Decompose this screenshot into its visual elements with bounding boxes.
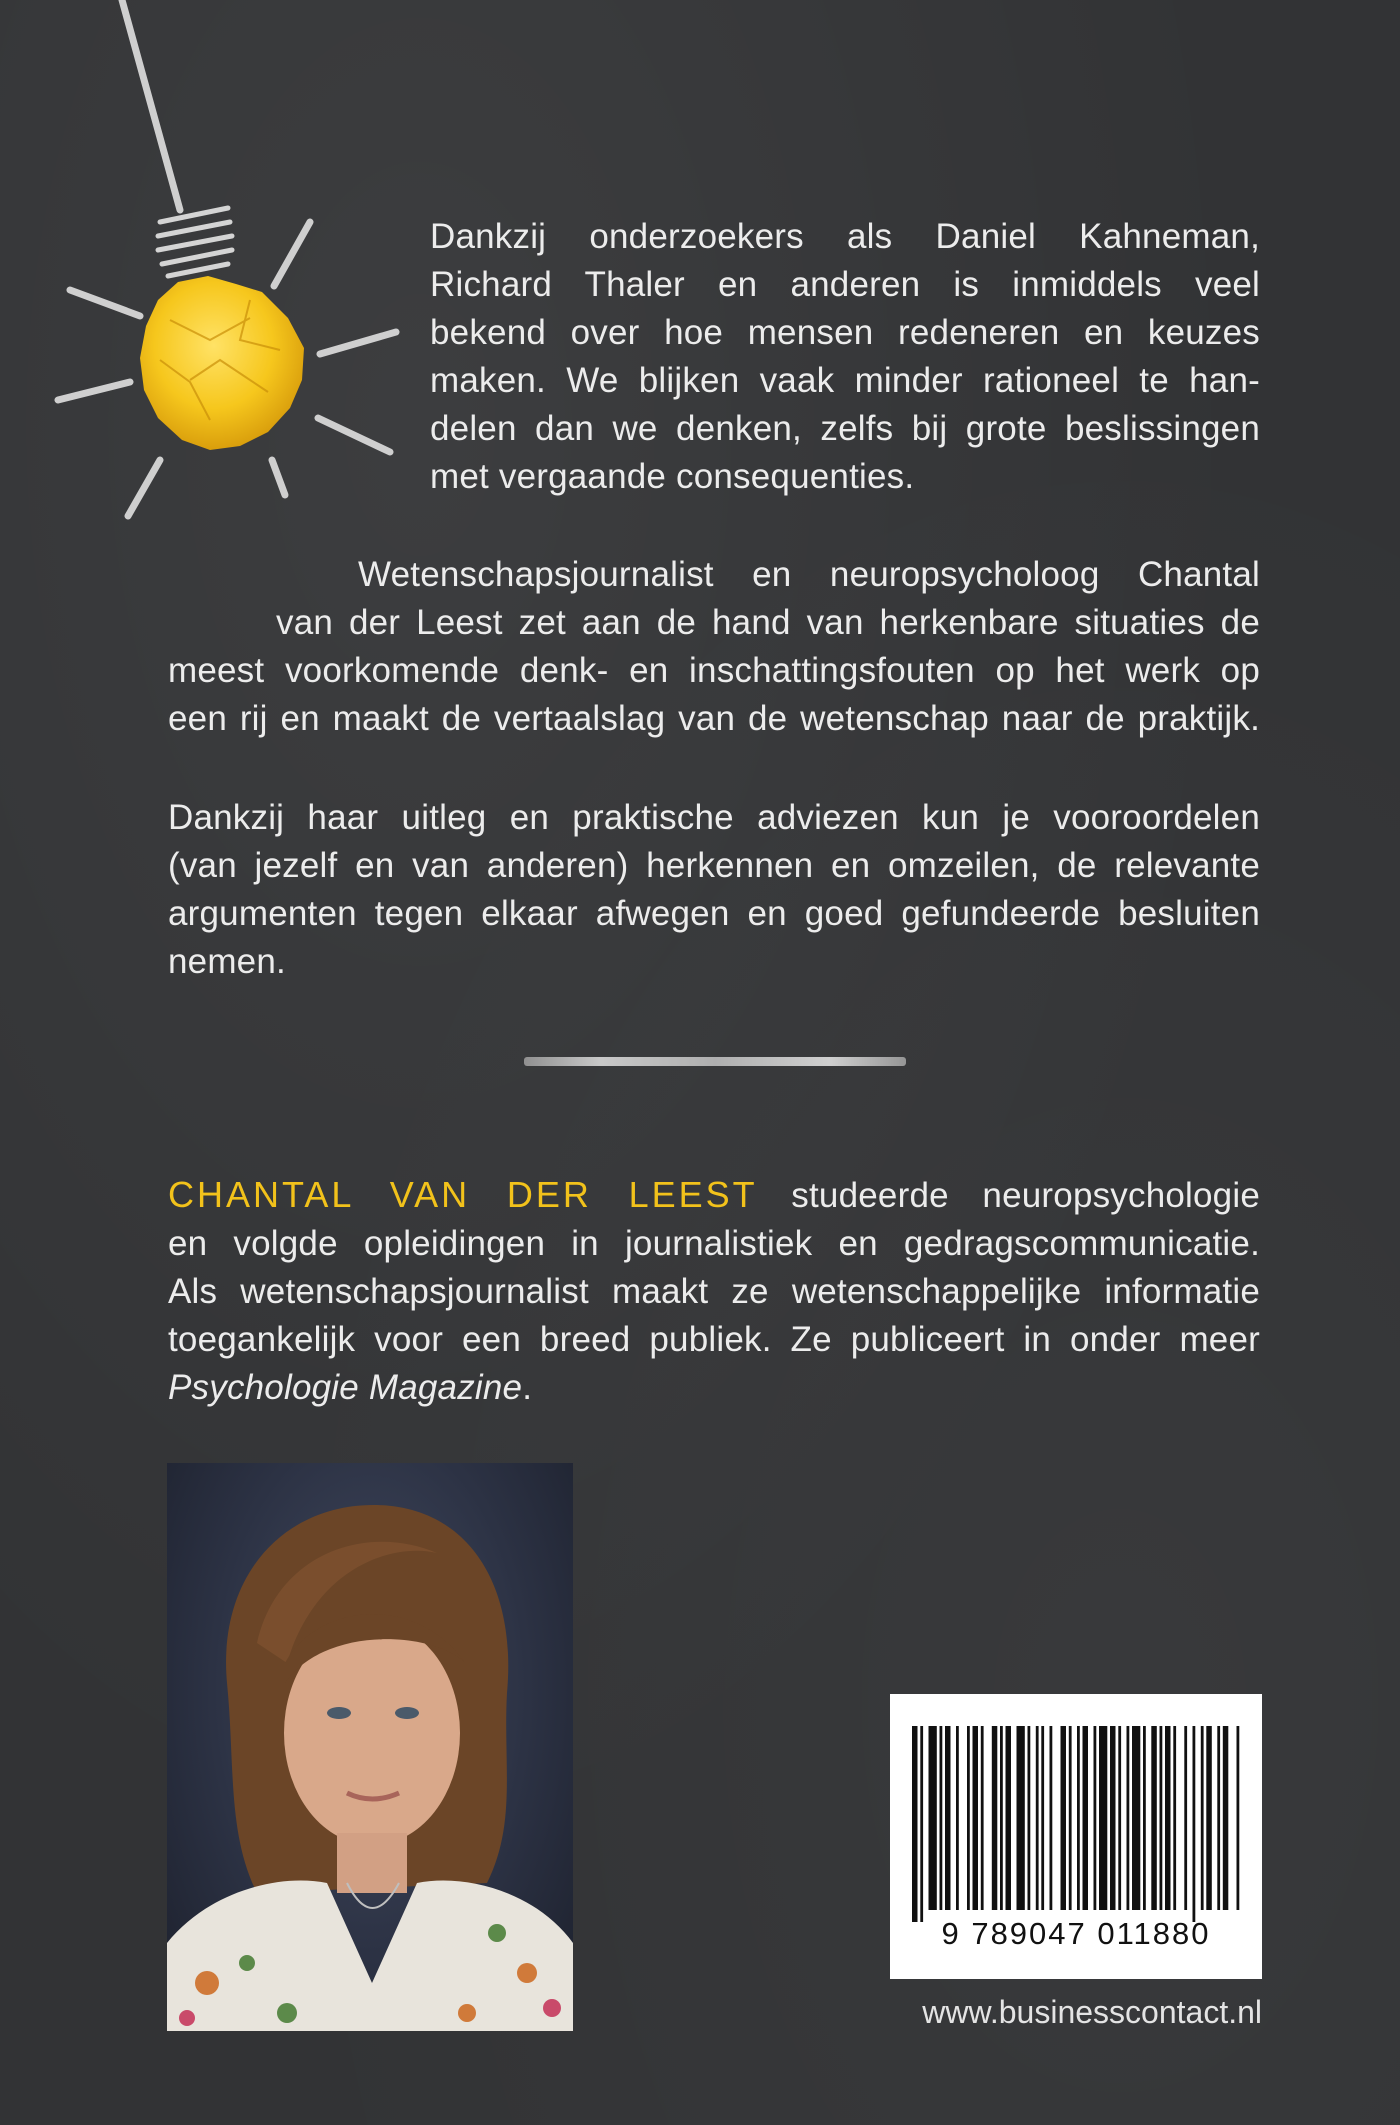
- barcode-bar: [1143, 1726, 1146, 1910]
- magazine-suffix: .: [522, 1368, 533, 1407]
- barcode-bar: [945, 1726, 951, 1910]
- lightbulb-illustration: [40, 0, 420, 560]
- barcode-bar: [1036, 1726, 1039, 1910]
- barcode-bar: [920, 1726, 923, 1922]
- blurb-line: Dankzij haar uitleg en praktische adviezen kun je vooroordelen: [168, 798, 1260, 837]
- barcode-bar: [1028, 1726, 1031, 1910]
- chalk-cord: [122, 0, 180, 210]
- barcode-bar: [1077, 1726, 1080, 1910]
- blurb-paragraph-1: [430, 213, 1260, 501]
- isbn-number: 9 789047 011880: [941, 1916, 1211, 1951]
- barcode-bar: [956, 1726, 959, 1910]
- chalk-socket: [158, 208, 232, 276]
- barcode-bar: [1151, 1726, 1157, 1910]
- barcode-bar: [929, 1726, 937, 1910]
- barcode-bar: [1099, 1726, 1107, 1910]
- barcode-bar: [1061, 1726, 1067, 1910]
- barcode-bar: [1000, 1726, 1003, 1910]
- barcode-bar: [1069, 1726, 1072, 1910]
- blurb-line: bekend over hoe mensen redeneren en keuzes: [430, 313, 1260, 352]
- author-bio-text: studeerde neuropsychologie: [757, 1176, 1260, 1215]
- author-bio-line: en volgde opleidingen in journalistiek en gedragscommunicatie.: [168, 1224, 1260, 1263]
- author-bio-line: Als wetenschapsjournalist maakt ze wetenschappelijke informatie: [168, 1272, 1260, 1311]
- blurb-line: delen dan we denken, zelfs bij grote beslissingen: [430, 409, 1260, 448]
- barcode-bar: [981, 1726, 984, 1910]
- blurb-line: argumenten tegen elkaar afwegen en goed gefundeerde besluiten: [168, 894, 1260, 933]
- author-name: CHANTAL VAN DER LEEST: [168, 1174, 758, 1215]
- barcode-bar: [1206, 1726, 1212, 1910]
- barcode-bar: [1127, 1726, 1130, 1910]
- blurb-line: een rij en maakt de vertaalslag van de wetenschap naar de praktijk.: [168, 699, 1260, 738]
- barcode-bar: [1184, 1726, 1187, 1910]
- blurb-line: met vergaande consequenties.: [430, 457, 915, 496]
- barcode-bar: [1118, 1726, 1121, 1910]
- barcode-bar: [1094, 1726, 1097, 1910]
- blurb-line: Richard Thaler en anderen is inmiddels veel: [430, 265, 1260, 304]
- author-bio-line: toegankelijk voor een breed publiek. Ze publiceert in onder meer: [168, 1320, 1260, 1359]
- barcode-bar: [1193, 1726, 1196, 1922]
- blurb-line: Wetenschapsjournalist en neuropsycholoog Chantal: [358, 555, 1260, 594]
- barcode-bar: [1110, 1726, 1116, 1910]
- barcode-bar: [1041, 1726, 1044, 1910]
- blurb-line: meest voorkomende denk- en inschattingsfouten op het werk op: [168, 651, 1260, 690]
- author-photo: [167, 1463, 573, 2031]
- chalk-divider: [524, 1057, 906, 1066]
- blurb-paragraph-3: [168, 794, 1260, 986]
- blurb-paragraph-2: [168, 551, 1260, 743]
- blurb-line: Dankzij onderzoekers als Daniel Kahneman,: [430, 217, 1260, 256]
- author-bio: [168, 1171, 1260, 1412]
- barcode-bar: [992, 1726, 998, 1910]
- barcode-bar: [1165, 1726, 1171, 1910]
- blurb-line: (van jezelf en van anderen) herkennen en omzeilen, de relevante: [168, 846, 1260, 885]
- barcode-bar: [1132, 1726, 1140, 1910]
- blurb-line: maken. We blijken vaak minder rationeel te han-: [430, 361, 1260, 400]
- barcode-bar: [1006, 1726, 1012, 1910]
- barcode-bar: [912, 1726, 918, 1922]
- author-bio-line: [168, 1364, 1260, 1412]
- barcode-bar: [1050, 1726, 1053, 1910]
- publisher-website: www.businesscontact.nl: [922, 1994, 1262, 2030]
- barcode-bar: [1223, 1726, 1229, 1910]
- blurb-line: nemen.: [168, 942, 286, 981]
- isbn-barcode: [890, 1694, 1262, 1979]
- barcode-bar: [1017, 1726, 1025, 1910]
- barcode-bar: [1201, 1726, 1204, 1910]
- barcode-bar: [1160, 1726, 1163, 1910]
- barcode-bar: [967, 1726, 970, 1910]
- barcode-bar: [1237, 1726, 1240, 1910]
- barcode-bar: [1217, 1726, 1220, 1910]
- barcode-bar: [940, 1726, 943, 1910]
- barcode-bar: [1173, 1726, 1176, 1910]
- magazine-name: Psychologie Magazine: [168, 1368, 523, 1407]
- blurb-line: van der Leest zet aan de hand van herkenbare situaties de: [276, 603, 1260, 642]
- barcode-bar: [1083, 1726, 1089, 1910]
- author-bio-line: [168, 1171, 1260, 1220]
- barcode-bar: [973, 1726, 979, 1910]
- floral-blouse: [167, 1881, 573, 2032]
